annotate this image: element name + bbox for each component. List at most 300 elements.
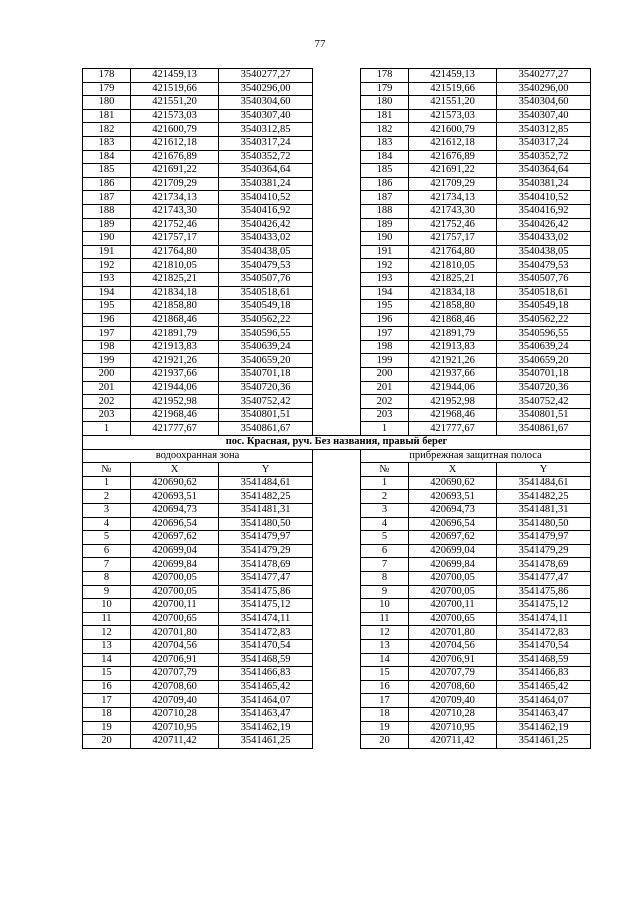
left-y-coordinate: 3541478,69 [219, 558, 313, 572]
left-x-coordinate: 421952,98 [131, 395, 219, 409]
right-x-coordinate: 421891,79 [409, 327, 497, 341]
column-gap [313, 490, 361, 504]
right-point-number: 1 [361, 422, 409, 436]
right-y-coordinate: 3540312,85 [497, 123, 591, 137]
right-x-coordinate: 420700,65 [409, 612, 497, 626]
left-y-coordinate: 3540416,92 [219, 204, 313, 218]
left-x-coordinate: 421810,05 [131, 259, 219, 273]
column-gap [313, 517, 361, 531]
section-title: пос. Красная, руч. Без названия, правый берег [83, 436, 591, 450]
left-point-number: 187 [83, 191, 131, 205]
left-y-coordinate: 3540861,67 [219, 422, 313, 436]
left-y-coordinate: 3541480,50 [219, 517, 313, 531]
right-y-coordinate: 3540507,76 [497, 272, 591, 286]
left-point-number: 19 [83, 721, 131, 735]
right-x-coordinate: 420697,62 [409, 531, 497, 545]
left-point-number: 190 [83, 232, 131, 246]
left-x-coordinate: 421519,66 [131, 82, 219, 96]
right-x-coordinate: 420708,60 [409, 680, 497, 694]
table-row [83, 476, 591, 490]
right-point-number: 15 [361, 667, 409, 681]
table-row [83, 707, 591, 721]
left-point-number: 183 [83, 136, 131, 150]
right-point-number: 184 [361, 150, 409, 164]
table-row [83, 69, 591, 83]
left-y-coordinate: 3541484,61 [219, 476, 313, 490]
right-y-coordinate: 3540801,51 [497, 408, 591, 422]
left-y-coordinate: 3541477,47 [219, 571, 313, 585]
left-y-coordinate: 3540433,02 [219, 232, 313, 246]
table-row [83, 204, 591, 218]
left-point-number: 4 [83, 517, 131, 531]
right-y-coordinate: 3540433,02 [497, 232, 591, 246]
right-x-coordinate: 421573,03 [409, 109, 497, 123]
left-x-coordinate: 421573,03 [131, 109, 219, 123]
right-x-coordinate: 421913,83 [409, 340, 497, 354]
left-point-number: 12 [83, 626, 131, 640]
table-row [83, 259, 591, 273]
column-gap [313, 422, 361, 436]
left-x-coordinate: 420700,05 [131, 585, 219, 599]
right-x-coordinate: 420701,80 [409, 626, 497, 640]
left-y-coordinate: 3540507,76 [219, 272, 313, 286]
right-y-coordinate: 3541461,25 [497, 735, 591, 749]
left-y-coordinate: 3541481,31 [219, 504, 313, 518]
left-x-coordinate: 420709,40 [131, 694, 219, 708]
right-x-coordinate: 421600,79 [409, 123, 497, 137]
bottom-rows-section [83, 476, 591, 748]
right-x-coordinate: 420704,56 [409, 639, 497, 653]
right-point-number: 197 [361, 327, 409, 341]
column-gap [313, 272, 361, 286]
column-gap [313, 694, 361, 708]
column-gap [313, 395, 361, 409]
left-x-coordinate: 420701,80 [131, 626, 219, 640]
right-point-number: 194 [361, 286, 409, 300]
right-y-coordinate: 3541472,83 [497, 626, 591, 640]
right-y-coordinate: 3540304,60 [497, 96, 591, 110]
left-x-coordinate: 421834,18 [131, 286, 219, 300]
left-y-coordinate: 3541468,59 [219, 653, 313, 667]
right-y-coordinate: 3540416,92 [497, 204, 591, 218]
column-gap [313, 368, 361, 382]
column-gap [313, 449, 361, 463]
right-y-coordinate: 3541480,50 [497, 517, 591, 531]
right-x-coordinate: 421612,18 [409, 136, 497, 150]
column-gap [313, 707, 361, 721]
right-y-coordinate: 3540720,36 [497, 381, 591, 395]
right-x-coordinate: 421777,67 [409, 422, 497, 436]
table-row [83, 571, 591, 585]
left-x-coordinate: 421921,26 [131, 354, 219, 368]
left-x-coordinate: 420704,56 [131, 639, 219, 653]
column-gap [313, 735, 361, 749]
column-gap [313, 340, 361, 354]
left-point-number: 1 [83, 476, 131, 490]
column-gap [313, 612, 361, 626]
left-y-coordinate: 3541479,29 [219, 544, 313, 558]
right-point-number: 14 [361, 653, 409, 667]
right-y-coordinate: 3540296,00 [497, 82, 591, 96]
left-x-coordinate: 421858,80 [131, 300, 219, 314]
left-y-coordinate: 3541461,25 [219, 735, 313, 749]
left-x-coordinate: 421757,17 [131, 232, 219, 246]
table-row [83, 599, 591, 613]
right-point-number: 202 [361, 395, 409, 409]
left-y-coordinate: 3540352,72 [219, 150, 313, 164]
right-y-coordinate: 3540596,55 [497, 327, 591, 341]
table-row [83, 721, 591, 735]
column-gap [313, 96, 361, 110]
right-x-coordinate: 420696,54 [409, 517, 497, 531]
right-point-number: 187 [361, 191, 409, 205]
left-point-number: 14 [83, 653, 131, 667]
column-gap [313, 531, 361, 545]
right-y-coordinate: 3540317,24 [497, 136, 591, 150]
left-point-number: 15 [83, 667, 131, 681]
right-y-coordinate: 3541481,31 [497, 504, 591, 518]
left-y-coordinate: 3540312,85 [219, 123, 313, 137]
left-point-number: 191 [83, 245, 131, 259]
column-gap [313, 585, 361, 599]
left-point-number: 189 [83, 218, 131, 232]
table-row [83, 96, 591, 110]
right-y-coordinate: 3540307,40 [497, 109, 591, 123]
left-y-coordinate: 3541464,07 [219, 694, 313, 708]
left-point-number: 195 [83, 300, 131, 314]
left-x-coordinate: 421968,46 [131, 408, 219, 422]
left-x-coordinate: 420693,51 [131, 490, 219, 504]
table-row [83, 286, 591, 300]
right-point-number: 2 [361, 490, 409, 504]
column-gap [313, 204, 361, 218]
table-row [83, 109, 591, 123]
left-point-number: 193 [83, 272, 131, 286]
right-point-number: 189 [361, 218, 409, 232]
right-x-coordinate: 421952,98 [409, 395, 497, 409]
column-gap [313, 653, 361, 667]
table-row [83, 653, 591, 667]
left-point-number: 192 [83, 259, 131, 273]
table-row [83, 232, 591, 246]
left-point-number: 180 [83, 96, 131, 110]
right-x-coordinate: 421858,80 [409, 300, 497, 314]
table-row [83, 694, 591, 708]
right-y-coordinate: 3541482,25 [497, 490, 591, 504]
table-row [83, 123, 591, 137]
right-x-coordinate: 421734,13 [409, 191, 497, 205]
column-gap [313, 667, 361, 681]
left-y-coordinate: 3541472,83 [219, 626, 313, 640]
table-row [83, 150, 591, 164]
right-x-coordinate: 420693,51 [409, 490, 497, 504]
right-point-number: 195 [361, 300, 409, 314]
table-row [83, 408, 591, 422]
column-gap [313, 218, 361, 232]
column-gap [313, 300, 361, 314]
right-y-coordinate: 3540659,20 [497, 354, 591, 368]
right-x-coordinate: 421921,26 [409, 354, 497, 368]
left-point-number: 2 [83, 490, 131, 504]
right-point-number: 13 [361, 639, 409, 653]
right-point-number: 12 [361, 626, 409, 640]
left-x-coordinate: 421777,67 [131, 422, 219, 436]
right-number-header: № [361, 463, 409, 477]
left-x-coordinate: 421676,89 [131, 150, 219, 164]
right-point-number: 201 [361, 381, 409, 395]
table-row [83, 667, 591, 681]
column-gap [313, 232, 361, 246]
left-point-number: 182 [83, 123, 131, 137]
left-point-number: 184 [83, 150, 131, 164]
right-y-coordinate: 3540381,24 [497, 177, 591, 191]
left-point-number: 186 [83, 177, 131, 191]
table-row [83, 313, 591, 327]
left-y-coordinate: 3541463,47 [219, 707, 313, 721]
left-y-coordinate: 3540701,18 [219, 368, 313, 382]
caption-row [83, 449, 591, 463]
table-row [83, 245, 591, 259]
right-y-coordinate: 3541479,29 [497, 544, 591, 558]
right-point-number: 1 [361, 476, 409, 490]
left-x-coordinate: 421459,13 [131, 69, 219, 83]
right-point-number: 16 [361, 680, 409, 694]
table-row [83, 218, 591, 232]
left-x-coordinate: 421743,30 [131, 204, 219, 218]
right-point-number: 18 [361, 707, 409, 721]
right-point-number: 200 [361, 368, 409, 382]
right-y-coordinate: 3540518,61 [497, 286, 591, 300]
left-point-number: 10 [83, 599, 131, 613]
right-point-number: 9 [361, 585, 409, 599]
column-gap [313, 544, 361, 558]
left-point-number: 203 [83, 408, 131, 422]
left-x-coordinate: 421891,79 [131, 327, 219, 341]
left-y-coordinate: 3541470,54 [219, 639, 313, 653]
left-x-coordinate: 420690,62 [131, 476, 219, 490]
right-y-coordinate: 3541466,83 [497, 667, 591, 681]
left-x-coordinate: 421913,83 [131, 340, 219, 354]
left-point-number: 1 [83, 422, 131, 436]
left-y-coordinate: 3541482,25 [219, 490, 313, 504]
left-y-coordinate: 3540752,42 [219, 395, 313, 409]
column-gap [313, 408, 361, 422]
left-point-number: 20 [83, 735, 131, 749]
column-gap [313, 82, 361, 96]
right-y-coordinate: 3540364,64 [497, 164, 591, 178]
left-x-coordinate: 420700,65 [131, 612, 219, 626]
left-x-coordinate: 421868,46 [131, 313, 219, 327]
left-y-coordinate: 3540720,36 [219, 381, 313, 395]
column-header-row [83, 463, 591, 477]
right-x-coordinate: 420710,95 [409, 721, 497, 735]
column-gap [313, 286, 361, 300]
column-gap [313, 639, 361, 653]
left-point-number: 197 [83, 327, 131, 341]
table-row [83, 354, 591, 368]
table-row [83, 585, 591, 599]
left-y-coordinate: 3540277,27 [219, 69, 313, 83]
right-y-coordinate: 3540639,24 [497, 340, 591, 354]
right-point-number: 11 [361, 612, 409, 626]
left-point-number: 196 [83, 313, 131, 327]
right-point-number: 188 [361, 204, 409, 218]
right-y-coordinate: 3540438,05 [497, 245, 591, 259]
column-gap [313, 150, 361, 164]
right-x-coordinate: 420700,11 [409, 599, 497, 613]
right-point-number: 179 [361, 82, 409, 96]
right-x-coordinate: 420699,84 [409, 558, 497, 572]
right-x-coordinate: 420694,73 [409, 504, 497, 518]
right-y-coordinate: 3541484,61 [497, 476, 591, 490]
right-x-header: X [409, 463, 497, 477]
left-x-coordinate: 421944,06 [131, 381, 219, 395]
table-row [83, 490, 591, 504]
right-point-number: 198 [361, 340, 409, 354]
left-x-coordinate: 420708,60 [131, 680, 219, 694]
top-rows-section [83, 69, 591, 436]
right-y-coordinate: 3541468,59 [497, 653, 591, 667]
left-y-coordinate: 3540801,51 [219, 408, 313, 422]
left-point-number: 11 [83, 612, 131, 626]
left-y-coordinate: 3540518,61 [219, 286, 313, 300]
left-y-coordinate: 3540659,20 [219, 354, 313, 368]
table-row [83, 531, 591, 545]
right-y-coordinate: 3540752,42 [497, 395, 591, 409]
left-x-coordinate: 421612,18 [131, 136, 219, 150]
column-gap [313, 354, 361, 368]
column-gap [313, 626, 361, 640]
left-point-number: 5 [83, 531, 131, 545]
column-gap [313, 721, 361, 735]
right-y-coordinate: 3540352,72 [497, 150, 591, 164]
left-y-coordinate: 3541479,97 [219, 531, 313, 545]
right-x-coordinate: 421757,17 [409, 232, 497, 246]
left-y-coordinate: 3541475,86 [219, 585, 313, 599]
left-x-coordinate: 420700,11 [131, 599, 219, 613]
left-y-coordinate: 3540304,60 [219, 96, 313, 110]
left-y-coordinate: 3540296,00 [219, 82, 313, 96]
right-x-coordinate: 420690,62 [409, 476, 497, 490]
table-row [83, 517, 591, 531]
column-gap [313, 558, 361, 572]
left-x-coordinate: 420696,54 [131, 517, 219, 531]
left-point-number: 185 [83, 164, 131, 178]
column-gap [313, 381, 361, 395]
right-point-number: 196 [361, 313, 409, 327]
table-row [83, 177, 591, 191]
left-point-number: 8 [83, 571, 131, 585]
column-gap [313, 69, 361, 83]
right-x-coordinate: 421709,29 [409, 177, 497, 191]
table-row [83, 612, 591, 626]
table-row [83, 504, 591, 518]
left-point-number: 200 [83, 368, 131, 382]
left-y-header: Y [219, 463, 313, 477]
left-x-coordinate: 421691,22 [131, 164, 219, 178]
left-point-number: 201 [83, 381, 131, 395]
left-x-coordinate: 420699,04 [131, 544, 219, 558]
left-x-coordinate: 421764,80 [131, 245, 219, 259]
right-point-number: 178 [361, 69, 409, 83]
table-row [83, 544, 591, 558]
right-x-coordinate: 421944,06 [409, 381, 497, 395]
right-x-coordinate: 421825,21 [409, 272, 497, 286]
left-y-coordinate: 3540317,24 [219, 136, 313, 150]
left-x-coordinate: 421709,29 [131, 177, 219, 191]
right-y-coordinate: 3541470,54 [497, 639, 591, 653]
table-row [83, 164, 591, 178]
column-gap [313, 164, 361, 178]
right-y-coordinate: 3540562,22 [497, 313, 591, 327]
left-x-coordinate: 421600,79 [131, 123, 219, 137]
right-y-coordinate: 3541462,19 [497, 721, 591, 735]
right-x-coordinate: 421834,18 [409, 286, 497, 300]
left-point-number: 6 [83, 544, 131, 558]
right-point-number: 8 [361, 571, 409, 585]
right-x-coordinate: 420707,79 [409, 667, 497, 681]
right-x-coordinate: 421937,66 [409, 368, 497, 382]
column-gap [313, 109, 361, 123]
column-gap [313, 680, 361, 694]
right-point-number: 191 [361, 245, 409, 259]
left-y-coordinate: 3541465,42 [219, 680, 313, 694]
table-row [83, 422, 591, 436]
right-point-number: 193 [361, 272, 409, 286]
column-gap [313, 245, 361, 259]
column-gap [313, 599, 361, 613]
table-row [83, 191, 591, 205]
right-y-coordinate: 3541475,12 [497, 599, 591, 613]
left-x-coordinate: 420707,79 [131, 667, 219, 681]
table-row [83, 300, 591, 314]
left-x-coordinate: 421825,21 [131, 272, 219, 286]
right-y-header: Y [497, 463, 591, 477]
right-y-coordinate: 3540479,53 [497, 259, 591, 273]
page-number: 77 [314, 38, 326, 50]
coordinates-table [82, 68, 591, 749]
left-x-coordinate: 420706,91 [131, 653, 219, 667]
column-gap [313, 191, 361, 205]
right-y-coordinate: 3541465,42 [497, 680, 591, 694]
left-x-header: X [131, 463, 219, 477]
left-y-coordinate: 3540639,24 [219, 340, 313, 354]
right-y-coordinate: 3541479,97 [497, 531, 591, 545]
table-row [83, 735, 591, 749]
right-point-number: 182 [361, 123, 409, 137]
left-y-coordinate: 3541475,12 [219, 599, 313, 613]
right-x-coordinate: 421968,46 [409, 408, 497, 422]
right-x-coordinate: 421743,30 [409, 204, 497, 218]
right-point-number: 190 [361, 232, 409, 246]
right-x-coordinate: 420711,42 [409, 735, 497, 749]
left-point-number: 199 [83, 354, 131, 368]
left-y-coordinate: 3540549,18 [219, 300, 313, 314]
column-gap [313, 259, 361, 273]
right-point-number: 5 [361, 531, 409, 545]
table-row [83, 395, 591, 409]
left-x-coordinate: 420697,62 [131, 531, 219, 545]
left-x-coordinate: 420711,42 [131, 735, 219, 749]
left-point-number: 3 [83, 504, 131, 518]
left-y-coordinate: 3540479,53 [219, 259, 313, 273]
right-x-coordinate: 420709,40 [409, 694, 497, 708]
left-point-number: 17 [83, 694, 131, 708]
column-gap [313, 313, 361, 327]
right-point-number: 186 [361, 177, 409, 191]
right-point-number: 192 [361, 259, 409, 273]
left-y-coordinate: 3540381,24 [219, 177, 313, 191]
